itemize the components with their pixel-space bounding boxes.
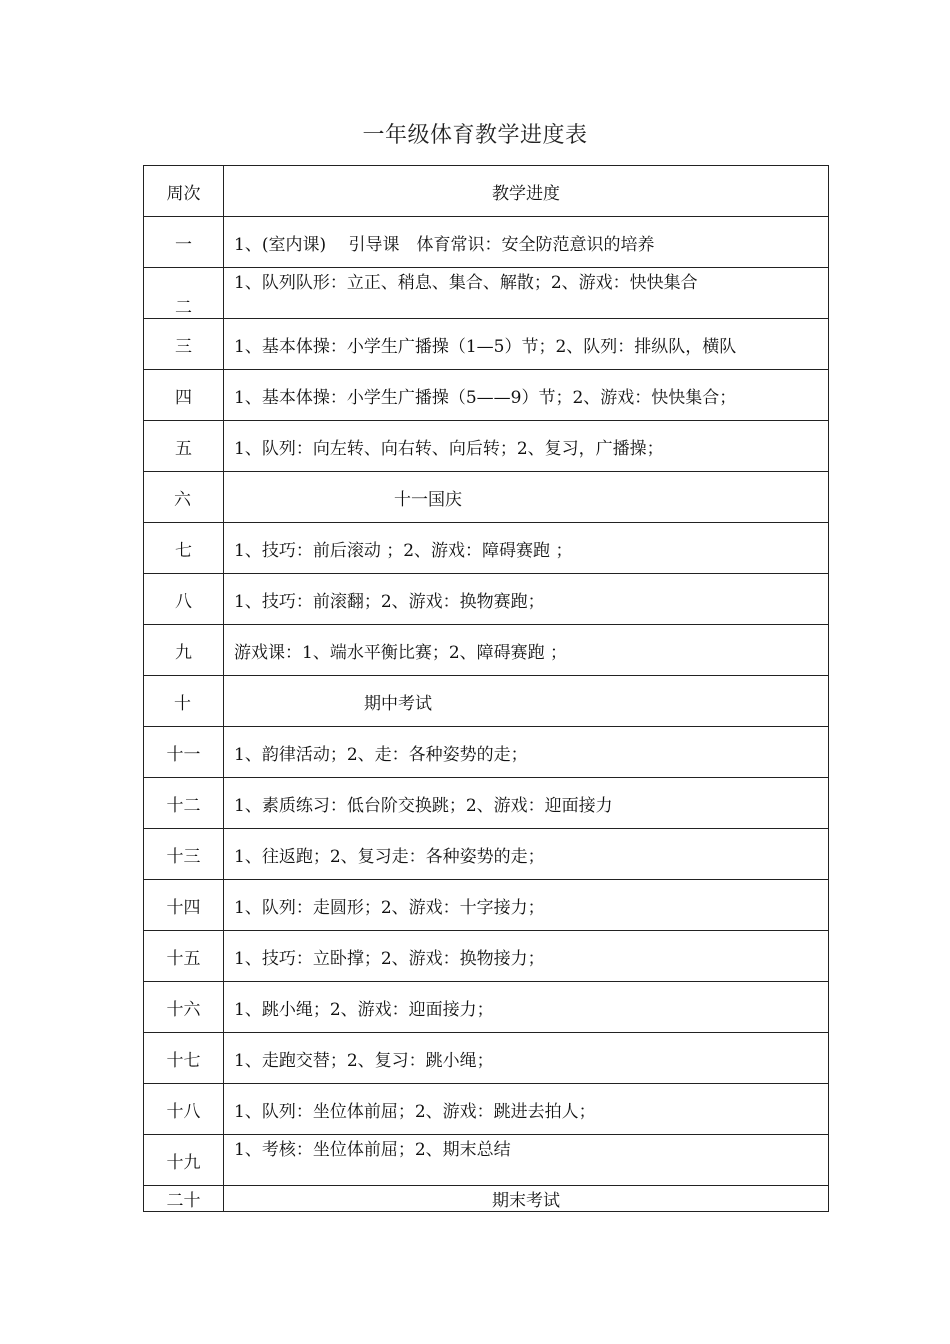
table-row [144,982,829,1033]
table-row [144,676,829,727]
week-cell: 十九 [144,1135,224,1186]
week-cell: 十四 [144,880,224,931]
table-row [144,268,829,319]
content-cell: 1、队列：坐位体前屈；2、游戏：跳进去拍人； [224,1084,829,1135]
header-week: 周次 [144,166,224,217]
week-cell: 十八 [144,1084,224,1135]
table-row [144,1135,829,1186]
week-cell: 十一 [144,727,224,778]
week-cell: 四 [144,370,224,421]
content-cell: 期末考试 [224,1186,829,1212]
content-cell: 1、考核：坐位体前屈；2、期末总结 [224,1135,829,1186]
week-cell: 一 [144,217,224,268]
table-row [144,778,829,829]
content-cell: 十一国庆 [224,472,829,523]
table-row [144,880,829,931]
content-cell: 1、跳小绳；2、游戏：迎面接力； [224,982,829,1033]
table-row [144,1186,829,1212]
content-cell: 1、走跑交替；2、复习：跳小绳； [224,1033,829,1084]
table-row [144,625,829,676]
table-row [144,370,829,421]
content-cell: 1、基本体操：小学生广播操（5——9）节；2、游戏：快快集合； [224,370,829,421]
table-row [144,421,829,472]
table-row [144,217,829,268]
teaching-schedule-table [143,165,829,1212]
content-cell: 1、队列队形：立正、稍息、集合、解散；2、游戏：快快集合 [224,268,829,319]
document-title: 一年级体育教学进度表 [362,123,588,148]
week-cell: 三 [144,319,224,370]
table-header-row [144,166,829,217]
table-row [144,829,829,880]
table-row [144,1033,829,1084]
week-cell: 五 [144,421,224,472]
week-cell: 六 [144,472,224,523]
content-cell: 1、素质练习：低台阶交换跳；2、游戏：迎面接力 [224,778,829,829]
table-row [144,1084,829,1135]
week-cell: 八 [144,574,224,625]
week-cell: 十六 [144,982,224,1033]
week-cell: 二 [144,268,224,319]
content-cell: 1、队列：向左转、向右转、向后转；2、复习，广播操； [224,421,829,472]
content-cell: 1、队列：走圆形；2、游戏：十字接力； [224,880,829,931]
content-cell: 期中考试 [224,676,829,727]
table-row [144,472,829,523]
week-cell: 十七 [144,1033,224,1084]
week-cell: 十 [144,676,224,727]
week-cell: 二十 [144,1186,224,1212]
table-row [144,727,829,778]
table-row [144,931,829,982]
table-row [144,574,829,625]
content-cell: 1、基本体操：小学生广播操（1—5）节；2、队列：排纵队，横队 [224,319,829,370]
week-cell: 十二 [144,778,224,829]
content-cell: 1、往返跑；2、复习走：各种姿势的走； [224,829,829,880]
table-row [144,319,829,370]
header-content: 教学进度 [224,166,829,217]
content-cell: 1、技巧：立卧撑；2、游戏：换物接力； [224,931,829,982]
week-cell: 七 [144,523,224,574]
week-cell: 十三 [144,829,224,880]
week-cell: 九 [144,625,224,676]
content-cell: 游戏课：1、端水平衡比赛；2、障碍赛跑 ； [224,625,829,676]
week-cell: 十五 [144,931,224,982]
content-cell: 1、技巧：前后滚动 ；2、游戏：障碍赛跑 ； [224,523,829,574]
content-cell: 1、韵律活动；2、走：各种姿势的走； [224,727,829,778]
content-cell: 1、技巧：前滚翻；2、游戏：换物赛跑； [224,574,829,625]
content-cell: 1、(室内课) 引导课 体育常识：安全防范意识的培养 [224,217,829,268]
table-row [144,523,829,574]
